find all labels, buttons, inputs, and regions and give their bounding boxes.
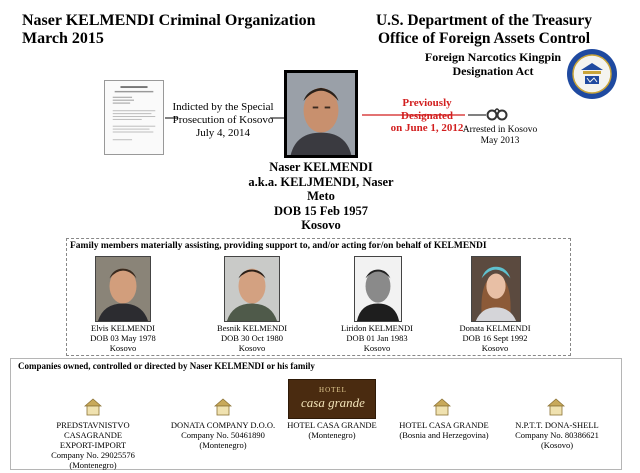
company-building-icon	[214, 398, 232, 416]
family-member-country: Kosovo	[363, 343, 391, 353]
family-member-caption	[202, 323, 302, 353]
family-member-dob: DOB 03 May 1978	[90, 333, 156, 343]
treasury-seal-icon	[566, 48, 618, 100]
company-line: HOTEL CASA GRANDE	[287, 420, 377, 430]
subject-country: Kosovo	[301, 218, 341, 232]
handcuffs-icon	[486, 105, 508, 123]
act-line-2: Designation Act	[452, 64, 534, 78]
agency-line-2: Office of Foreign Assets Control	[377, 30, 591, 47]
designation-line-2: Designated	[401, 109, 453, 122]
agency-line-1: U.S. Department of the Treasury	[375, 12, 593, 29]
company-caption	[272, 420, 392, 440]
company-line: HOTEL CASA GRANDE	[399, 420, 489, 430]
family-photo-donata	[471, 256, 521, 322]
subject-name: Naser KELMENDI	[269, 160, 373, 174]
subject-aka: a.k.a. KELJMENDI, Naser Meto	[248, 174, 394, 203]
indictment-line-1: Indicted by the Special	[172, 101, 274, 113]
company-line: N.P.T.T. DONA-SHELL	[515, 420, 599, 430]
family-member-name: Elvis KELMENDI	[91, 323, 155, 333]
family-member-dob: DOB 16 Sept 1992	[462, 333, 528, 343]
chart-title	[22, 12, 315, 48]
family-member-caption	[73, 323, 173, 353]
title-line-1: Naser KELMENDI Criminal Organization	[22, 12, 316, 29]
subject-dob: DOB 15 Feb 1957	[273, 203, 369, 218]
company-building-icon	[433, 398, 451, 416]
family-section-title: Family members materially assisting, providing support to, and/or acting for/on behalf of KELMENDI	[70, 241, 487, 251]
company-caption	[33, 420, 153, 470]
indictment-line-2: Prosecution of Kosovo	[172, 114, 274, 126]
designation-line-1: Previously	[402, 97, 452, 109]
company-line: EXPORT-IMPORT	[59, 440, 127, 450]
family-member-dob: DOB 30 Oct 1980	[220, 333, 284, 343]
company-line: DONATA COMPANY D.O.O.	[170, 420, 276, 430]
company-building-icon	[84, 398, 102, 416]
company-line: PREDSTAVNISTVO CASAGRANDE	[56, 420, 130, 440]
company-line: (Bosnia and Herzegovina)	[399, 430, 489, 440]
company-caption	[384, 420, 504, 440]
arrest-note	[462, 125, 538, 147]
family-member-country: Kosovo	[481, 343, 509, 353]
company-caption	[497, 420, 617, 450]
family-member-name: Donata KELMENDI	[459, 323, 531, 333]
company-line: Company No. 29025576	[51, 450, 135, 460]
family-member-name: Liridon KELMENDI	[340, 323, 413, 333]
hotel-logo-top: HOTEL	[319, 386, 347, 394]
subject-info	[238, 160, 404, 233]
indictment-document-icon	[104, 80, 164, 155]
hotel-casa-grande-logo	[288, 379, 376, 419]
arrest-line-2: May 2013	[480, 136, 520, 146]
company-building-icon	[547, 398, 565, 416]
company-line: (Montenegro)	[69, 460, 117, 470]
indictment-line-3: July 4, 2014	[195, 127, 251, 139]
family-photo-elvis	[95, 256, 151, 322]
agency-title	[354, 12, 614, 48]
act-title	[408, 50, 578, 78]
previously-designated-note	[385, 97, 469, 135]
subject-photo	[284, 70, 358, 158]
indictment-note	[168, 101, 278, 140]
family-member-country: Kosovo	[109, 343, 137, 353]
family-member-caption	[445, 323, 545, 353]
company-line: (Kosovo)	[540, 440, 574, 450]
companies-section-title: Companies owned, controlled or directed by Naser KELMENDI or his family	[18, 361, 315, 371]
family-member-country: Kosovo	[238, 343, 266, 353]
arrest-line-1: Arrested in Kosovo	[462, 125, 538, 135]
company-caption	[163, 420, 283, 450]
family-photo-besnik	[224, 256, 280, 322]
act-line-1: Foreign Narcotics Kingpin	[424, 50, 562, 64]
company-line: Company No. 50461890	[181, 430, 265, 440]
title-line-2: March 2015	[22, 30, 104, 47]
designation-line-3: on June 1, 2012	[390, 122, 464, 134]
hotel-logo-main: casa grande	[301, 395, 365, 410]
family-member-name: Besnik KELMENDI	[216, 323, 288, 333]
family-member-caption	[327, 323, 427, 353]
company-line: (Montenegro)	[199, 440, 247, 450]
family-member-dob: DOB 01 Jan 1983	[346, 333, 408, 343]
company-line: Company No. 80386621	[515, 430, 599, 440]
company-line: (Montenegro)	[308, 430, 356, 440]
family-photo-liridon	[354, 256, 402, 322]
